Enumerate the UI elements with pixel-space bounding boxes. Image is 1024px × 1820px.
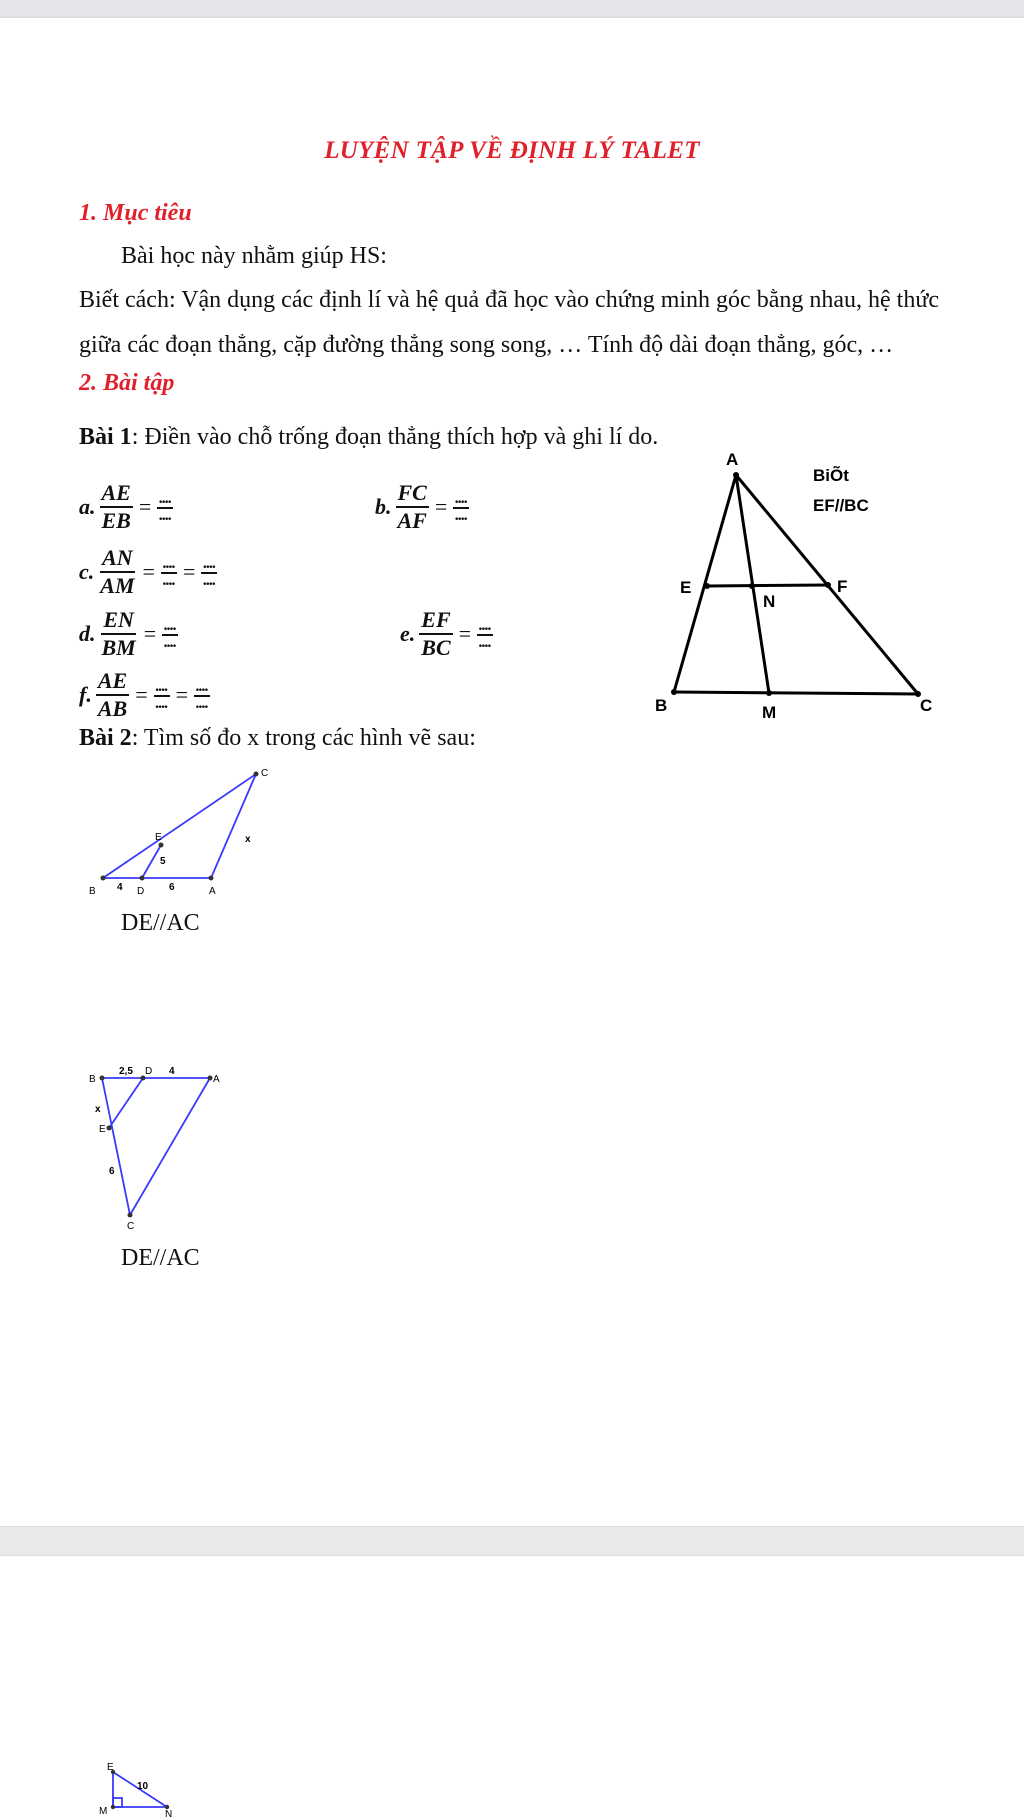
- blank-numerator: ....: [159, 490, 172, 507]
- figure-exercise-2b: [85, 1060, 245, 1240]
- blank-numerator: ....: [455, 490, 468, 507]
- objectives-intro: Bài học này nhằm giúp HS:: [121, 243, 387, 269]
- point-label-n: N: [165, 1809, 173, 1820]
- segment-label-x: x: [245, 834, 251, 845]
- blank-denominator: ....: [196, 695, 209, 712]
- segment-label-bd: 2,5: [119, 1066, 133, 1077]
- item-label-f: f.: [79, 682, 92, 707]
- blank-fraction: [161, 556, 177, 588]
- segment-label-ec: 6: [109, 1166, 115, 1177]
- blank-numerator: ....: [155, 678, 168, 695]
- figure-2b-caption: DE//AC: [121, 1245, 200, 1271]
- equals-sign: =: [135, 682, 148, 707]
- fraction-f-numerator: AE: [96, 668, 129, 696]
- segment-label-bd: 4: [117, 882, 123, 893]
- item-label-c: c.: [79, 559, 95, 584]
- item-label-a: a.: [79, 494, 96, 519]
- fraction-e: [419, 607, 452, 661]
- point-label-e: E: [99, 1124, 106, 1135]
- equals-sign: =: [143, 621, 157, 646]
- blank-numerator: ....: [162, 555, 175, 572]
- exercise-2-label: Bài 2: [79, 725, 132, 751]
- equals-sign: =: [142, 559, 155, 584]
- blank-fraction: [194, 679, 210, 711]
- exercise-1-label: Bài 1: [79, 424, 132, 450]
- fraction-item-b: [375, 480, 471, 534]
- blank-denominator: ....: [155, 695, 168, 712]
- item-label-e: e.: [400, 621, 416, 646]
- blank-denominator: ....: [455, 507, 468, 524]
- fraction-e-denominator: BC: [421, 635, 451, 660]
- blank-numerator: ....: [479, 617, 492, 634]
- blank-numerator: ....: [196, 678, 209, 695]
- point-label-f: F: [837, 577, 848, 596]
- fraction-item-c: [79, 545, 219, 599]
- item-label-b: b.: [375, 494, 392, 519]
- point-label-m: M: [762, 703, 777, 722]
- exercise-1-text: : Điền vào chỗ trống đoạn thẳng thích hợp và ghi lí do.: [131, 424, 659, 450]
- point-label-b: B: [89, 1074, 96, 1085]
- point-label-c: C: [127, 1221, 135, 1232]
- blank-fraction: [453, 491, 469, 523]
- point-label-a: A: [213, 1074, 220, 1085]
- point-label-m: M: [99, 1806, 108, 1817]
- blank-fraction: [157, 491, 173, 523]
- given-relation: EF//BC: [813, 496, 869, 515]
- figure-triangle-talet: [640, 445, 940, 730]
- equals-sign: =: [138, 494, 152, 519]
- fraction-item-a: [79, 480, 175, 534]
- fraction-a-denominator: EB: [101, 508, 131, 533]
- fraction-c-denominator: AM: [100, 573, 135, 598]
- point-label-e: E: [680, 578, 692, 597]
- blank-denominator: ....: [164, 634, 177, 651]
- fraction-f-denominator: AB: [97, 696, 128, 721]
- point-label-e: E: [155, 832, 162, 843]
- point-label-d: D: [145, 1066, 153, 1077]
- segment-label-x: x: [95, 1104, 101, 1115]
- fraction-e-numerator: EF: [419, 607, 452, 635]
- point-label-b: B: [655, 696, 668, 715]
- section-heading-objectives: 1. Mục tiêu: [79, 200, 192, 226]
- fraction-b-denominator: AF: [397, 508, 427, 533]
- exercise-1-prompt: [79, 424, 658, 451]
- fraction-b-numerator: FC: [396, 480, 429, 508]
- point-label-b: B: [89, 886, 96, 897]
- fraction-d-numerator: EN: [101, 607, 136, 635]
- exercise-2-text: : Tìm số đo x trong các hình vẽ sau:: [131, 725, 476, 751]
- point-label-n: N: [763, 592, 776, 611]
- blank-fraction: [201, 556, 217, 588]
- fraction-item-e: [400, 607, 495, 661]
- equals-sign: =: [182, 559, 196, 584]
- point-label-c: C: [920, 696, 933, 715]
- fraction-a: [100, 480, 133, 534]
- blank-fraction: [154, 679, 170, 711]
- segment-label-en: 10: [137, 1781, 149, 1792]
- fraction-c-numerator: AN: [100, 545, 135, 573]
- fraction-item-f: [79, 668, 212, 722]
- blank-numerator: ....: [203, 555, 216, 572]
- point-label-a: A: [726, 450, 739, 469]
- point-label-d: D: [137, 886, 145, 897]
- objectives-line-2: giữa các đoạn thẳng, cặp đường thẳng song song, … Tính độ dài đoạn thẳng, góc, …: [79, 332, 894, 358]
- blank-denominator: ....: [162, 572, 175, 589]
- equals-sign: =: [434, 494, 448, 519]
- blank-numerator: ....: [164, 617, 177, 634]
- fraction-item-d: [79, 607, 180, 661]
- segment-bc: [674, 692, 918, 694]
- exercise-2-prompt: [79, 725, 476, 752]
- fraction-c: [98, 545, 136, 599]
- fraction-a-numerator: AE: [100, 480, 133, 508]
- fraction-d: [100, 607, 138, 661]
- objectives-line-1: Biết cách: Vận dụng các định lí và hệ quả đã học vào chứng minh góc bằng nhau, hệ thức: [79, 287, 939, 313]
- equals-sign: =: [458, 621, 472, 646]
- point-label-c: C: [261, 768, 269, 779]
- point-label-e: E: [107, 1762, 114, 1773]
- figure-exercise-2a: [85, 760, 285, 900]
- blank-denominator: ....: [479, 634, 492, 651]
- figure-2a-caption: DE//AC: [121, 910, 200, 936]
- document-title: LUYỆN TẬP VỀ ĐỊNH LÝ TALET: [324, 137, 700, 164]
- equals-sign: =: [175, 682, 189, 707]
- fraction-d-denominator: BM: [101, 635, 136, 660]
- fraction-f: [96, 668, 129, 722]
- blank-denominator: ....: [203, 572, 216, 589]
- point-label-a: A: [209, 886, 216, 897]
- blank-fraction: [162, 618, 178, 650]
- figure-exercise-2c: [95, 1760, 195, 1820]
- fraction-b: [396, 480, 429, 534]
- section-heading-exercises: 2. Bài tập: [79, 370, 175, 396]
- item-label-d: d.: [79, 621, 96, 646]
- segment-label-da: 4: [169, 1066, 175, 1077]
- blank-denominator: ....: [159, 507, 172, 524]
- viewer-top-bar: [0, 0, 1024, 19]
- segment-ef: [707, 585, 828, 586]
- given-label: BiÕt: [813, 466, 849, 485]
- segment-label-de: 5: [160, 856, 166, 867]
- blank-fraction: [477, 618, 493, 650]
- segment-label-da: 6: [169, 882, 175, 893]
